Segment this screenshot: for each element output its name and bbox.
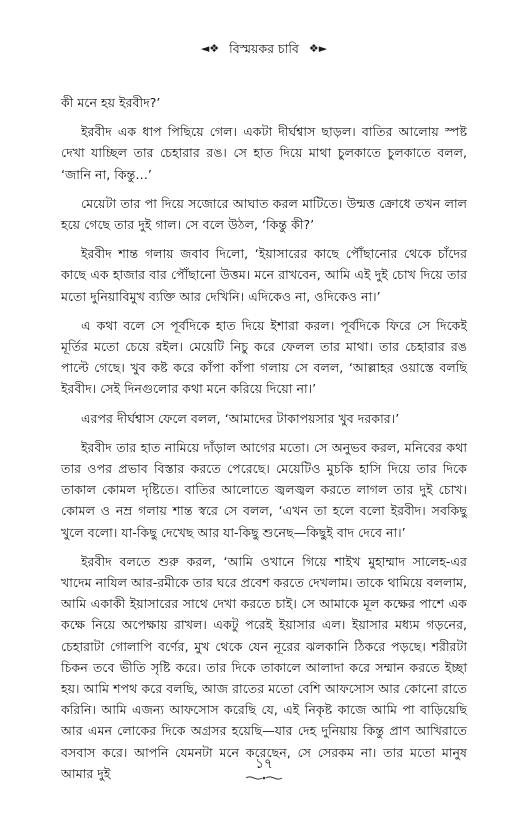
footer-flourish-icon [244, 774, 284, 782]
paragraph-5: এ কথা বলে সে পূর্বদিকে হাত দিয়ে ইশারা করল। পূর্বদিকে ফিরে সে দিকেই মূর্তির মতো চেয়ে রইল। মেয়েটি নিচু করে ফেলল তার মাথা। তার চেহারার রঙ পাল্টে গেছে। খুব কষ্ট করে কাঁপা কাঁপা গলায় সে বলল, ‘আল্লাহর ওয়াস্তে বলছি ইরবীদ। সেই দিনগুলোর কথা মনে করিয়ে দিয়ো না।’ [61, 317, 467, 397]
header-left-ornament-icon: ◄❖ [200, 42, 220, 55]
page-footer [0, 756, 528, 782]
paragraph-6: এরপর দীর্ঘশ্বাস ফেলে বলল, ‘আমাদের টাকাপয়সার খুব দরকার।’ [81, 410, 400, 426]
paragraph-2: ইরবীদ এক ধাপ পিছিয়ে গেল। একটা দীর্ঘশ্বাস ছাড়ল। বাতির আলোয় স্পষ্ট দেখা যাচ্ছিল তার চেহারার রঙ। সে হাত দিয়ে মাথা চুলকাতে চুলকাতে বলল, ‘জানি না, কিন্তু…’ [61, 124, 467, 182]
body-text [61, 92, 467, 792]
paragraph-3: মেয়েটা তার পা দিয়ে সজোরে আঘাত করল মাটিতে। উন্মত্ত ক্রোধে তখন লাল হয়ে গেছে তার দুই গাল। সে বলে উঠল, ‘কিন্তু কী?’ [61, 195, 467, 233]
running-header [0, 41, 528, 57]
paragraph-8: ইরবীদ বলতে শুরু করল, ‘আমি ওখানে গিয়ে শাইখ মুহাম্মাদ সালেহ-এর খাদেম নাযিল আর-রমীকে তার ঘরে প্রবেশ করতে দেখলাম। তাকে থামিয়ে বললাম, আমি একাকী ইয়াসারের সাথে দেখা করতে চাই। সে আমাকে মূল কক্ষের পাশে এক কক্ষে নিয়ে অপেক্ষায় রাখল। একটু পরেই ইয়াসার এল। ইয়াসার মধ্যম গড়নের, চেহারাটা গোলাপি বর্ণের, মুখ থেকে যেন নূরের ঝলকানি ঠিকরে পড়ছে। শরীরটা চিকন তবে ভীতি সৃষ্টি করে। তার দিকে তাকালে আলাদা করে সম্মান করতে ইচ্ছা হয়। আমি শপথ করে বলছি, আজ রাতের মতো বেশি আফসোস আর কোনো রাতে করিনি। আমি এজন্য আফসোস করেছি যে, এই নিকৃষ্ট কাজে আমি পা বাড়িয়েছি আর এমন লোকের দিকে অগ্রসর হয়েছি—যার দেহ দুনিয়ায় কিন্তু প্রাণ আখিরাতে বসবাস করে। আপনি যেমনটা মনে করেছেন, সে সেরকম না। তার মতো মানুষ আমার দুই [61, 553, 467, 781]
running-header-title: বিস্ময়কর চাবি [229, 41, 299, 56]
paragraph-4: ইরবীদ শান্ত গলায় জবাব দিলো, ‘ইয়াসারের কাছে পৌঁছানোর থেকে চাঁদের কাছে এক হাজার বার পৌঁছানো উত্তম। মনে রাখবেন, আমি এই দুই চোখ দিয়ে তার মতো দুনিয়াবিমুখ ব্যক্তি আর দেখিনি। এদিকেও না, ওদিকেও না।’ [61, 246, 467, 304]
paragraph-7: ইরবীদ তার হাত নামিয়ে দাঁড়াল আগের মতো। সে অনুভব করল, মনিবের কথা তার ওপর প্রভাব বিস্তার করতে পেরেছে। মেয়েটিও মুচকি হাসি দিয়ে তার দিকে তাকাল কোমল দৃষ্টিতে। বাতির আলোতে জ্বলজ্বল করতে লাগল তার দুই চোখ। কোমল ও নম্র গলায় শান্ত স্বরে সে বলল, ‘এখন তা হলে বলো ইরবীদ। সবকিছু খুলে বলো। যা-কিছু দেখেছ আর যা-কিছু শুনেছ—কিছুই বাদ দেবে না।’ [61, 439, 467, 540]
page-number: ১৭ [255, 756, 273, 772]
header-right-ornament-icon: ❖► [308, 42, 328, 55]
paragraph-1: কী মনে হয় ইরবীদ?’ [61, 95, 161, 110]
